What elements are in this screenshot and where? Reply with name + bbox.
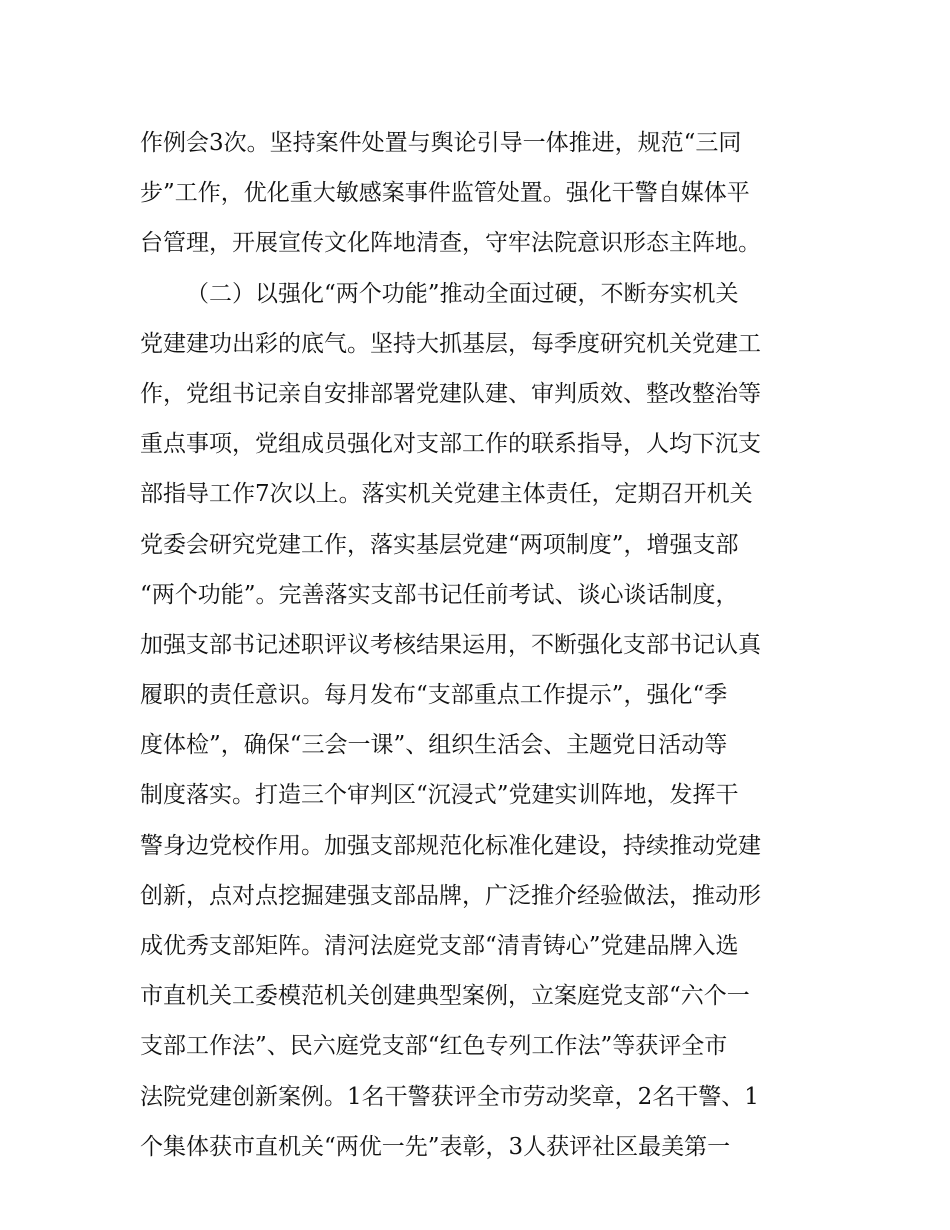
text-line-2: 步”工作，优化重大敏感案事件监管处置。强化干警自媒体平 — [140, 180, 750, 207]
text-line-9: 党委会研究党建工作，落实基层党建“两项制度”，增强支部 — [140, 531, 739, 558]
text-line-13: 度体检”，确保“三会一课”、组织生活会、主题党日活动等 — [140, 732, 728, 759]
text-line-20: 法院党建创新案例。1名干警获评全市劳动奖章，2名干警、1 — [140, 1083, 759, 1110]
text-line-5: 党建建功出彩的底气。坚持大抓基层，每季度研究机关党建工 — [140, 330, 761, 357]
text-line-7: 重点事项，党组成员强化对支部工作的联系指导，人均下沉支 — [140, 431, 761, 458]
text-line-1: 作例会3次。坚持案件处置与舆论引导一体推进，规范“三同 — [140, 130, 742, 156]
text-line-19: 支部工作法”、民六庭党支部“红色专列工作法”等获评全市 — [140, 1033, 728, 1060]
text-line-15: 警身边党校作用。加强支部规范化标准化建设，持续推动党建 — [140, 832, 761, 859]
section-heading-line: （二）以强化“两个功能”推动全面过硬，不断夯实机关 — [186, 280, 739, 307]
text-line-6: 作，党组书记亲自安排部署党建队建、审判质效、整改整治等 — [140, 380, 761, 407]
body-text — [140, 118, 812, 1172]
text-line-3: 台管理，开展宣传文化阵地清查，守牢法院意识形态主阵地。 — [140, 230, 761, 257]
text-line-14: 制度落实。打造三个审判区“沉浸式”党建实训阵地，发挥干 — [140, 782, 739, 809]
text-line-18: 市直机关工委模范机关创建典型案例，立案庭党支部“六个一 — [140, 983, 750, 1010]
text-line-8: 部指导工作7次以上。落实机关党建主体责任，定期召开机关 — [140, 481, 753, 508]
text-line-16: 创新，点对点挖掘建强支部品牌，广泛推介经验做法，推动形 — [140, 882, 761, 909]
text-line-21: 个集体获市直机关“两优一先”表彰，3人获评社区最美第一 — [140, 1133, 731, 1160]
text-line-10: “两个功能”。完善落实支部书记任前考试、谈心谈话制度， — [140, 581, 739, 608]
text-line-17: 成优秀支部矩阵。清河法庭党支部“清青铸心”党建品牌入选 — [140, 933, 739, 959]
text-line-11: 加强支部书记述职评议考核结果运用，不断强化支部书记认真 — [140, 631, 761, 658]
text-line-12: 履职的责任意识。每月发布“支部重点工作提示”，强化“季 — [140, 682, 728, 709]
